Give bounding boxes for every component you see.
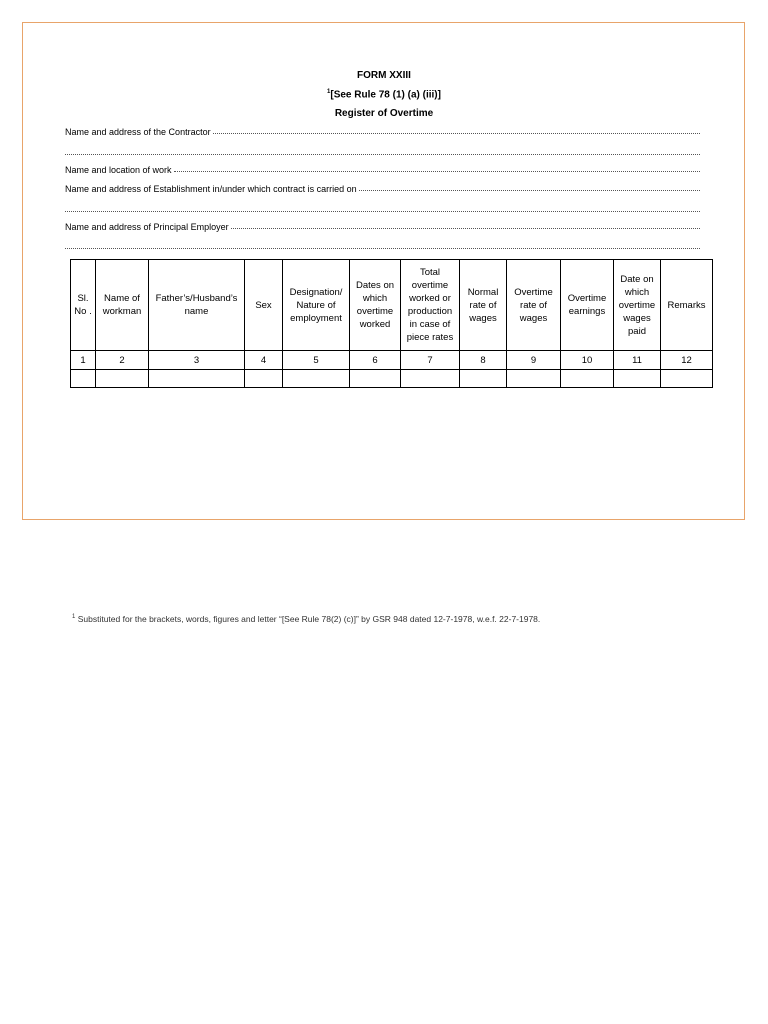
rule-reference: [0, 89, 768, 100]
table-cell: [661, 370, 713, 388]
footnote: [72, 614, 540, 624]
form-title: FORM XXIII: [357, 70, 411, 81]
header-total-overtime: Total overtime worked or production in case of piece rates: [401, 260, 460, 351]
column-number: 7: [401, 351, 460, 370]
table-cell: [614, 370, 661, 388]
contractor-field: [65, 127, 700, 137]
header-overtime-rate: Overtime rate of wages: [507, 260, 561, 351]
table-cell: [96, 370, 149, 388]
header-designation: Designation/ Nature of employment: [283, 260, 350, 351]
table-cell: [149, 370, 245, 388]
footnote-number: 1: [72, 614, 76, 621]
contractor-fill-line: [213, 132, 700, 134]
table-cell: [245, 370, 283, 388]
rule-reference-text: [See Rule 78 (1) (a) (iii)]: [330, 89, 441, 101]
header-remarks: Remarks: [661, 260, 713, 351]
column-number: 1: [71, 351, 96, 370]
establishment-fill-line: [359, 189, 700, 191]
column-number: 10: [561, 351, 614, 370]
header-date-paid: Date on which overtime wages paid: [614, 260, 661, 351]
location-fill-line: [174, 170, 700, 172]
header-name-of-workman: Name of workman: [96, 260, 149, 351]
table-header-row: [71, 260, 713, 351]
establishment-fill-line-2: [65, 211, 700, 212]
establishment-field: [65, 184, 700, 194]
table-cell: [283, 370, 350, 388]
register-title: Register of Overtime: [334, 108, 434, 119]
principal-employer-label: Name and address of Principal Employer: [65, 222, 229, 232]
column-number: 6: [350, 351, 401, 370]
header-sex: Sex: [245, 260, 283, 351]
table-row: [71, 370, 713, 388]
table-cell: [401, 370, 460, 388]
header-father-husband-name: Father’s/Husband’s name: [149, 260, 245, 351]
column-number: 9: [507, 351, 561, 370]
overtime-register-table: [70, 259, 713, 388]
header-overtime-earnings: Overtime earnings: [561, 260, 614, 351]
contractor-label: Name and address of the Contractor: [65, 127, 211, 137]
column-number: 2: [96, 351, 149, 370]
column-number: 5: [283, 351, 350, 370]
location-label: Name and location of work: [65, 165, 172, 175]
location-field: [65, 165, 700, 175]
column-number: 3: [149, 351, 245, 370]
table-cell: [561, 370, 614, 388]
footnote-marker: 1: [327, 89, 331, 95]
table-cell: [350, 370, 401, 388]
header-sl-no: Sl. No .: [71, 260, 96, 351]
column-number: 12: [661, 351, 713, 370]
principal-employer-field: [65, 222, 700, 232]
column-number: 8: [460, 351, 507, 370]
table-number-row: [71, 351, 713, 370]
column-number: 11: [614, 351, 661, 370]
column-number: 4: [245, 351, 283, 370]
table-cell: [460, 370, 507, 388]
principal-employer-fill-line: [231, 227, 700, 229]
principal-employer-fill-line-2: [65, 248, 700, 249]
establishment-label: Name and address of Establishment in/under which contract is carried on: [65, 184, 357, 194]
header-dates-overtime: Dates on which overtime worked: [350, 260, 401, 351]
table-cell: [507, 370, 561, 388]
contractor-fill-line-2: [65, 154, 700, 155]
table-cell: [71, 370, 96, 388]
footnote-text: Substituted for the brackets, words, figures and letter “[See Rule 78(2) (c)]” by GSR 948 dated 12-7-1978, w.e.f. 22-7-1978.: [77, 614, 541, 624]
header-normal-rate: Normal rate of wages: [460, 260, 507, 351]
